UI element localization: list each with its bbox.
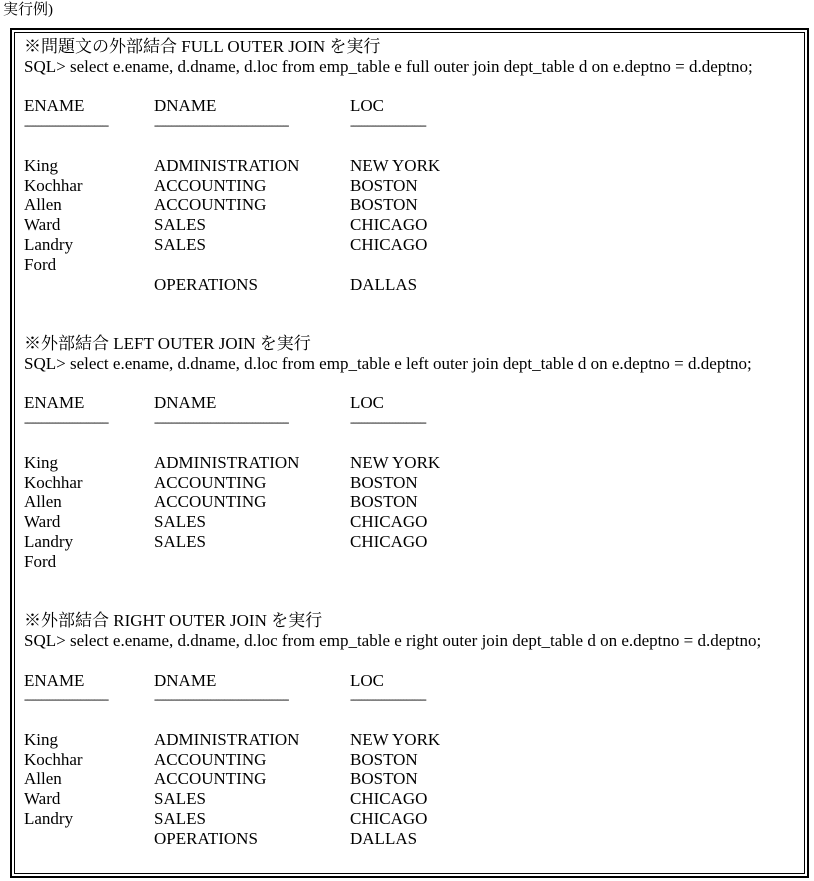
table-row	[24, 552, 794, 572]
sql-statement: SQL> select e.ename, d.dname, d.loc from emp_table e full outer join dept_table d on e.deptno = d.deptno;	[24, 56, 753, 76]
cell-dname: SALES	[154, 809, 206, 829]
header-row	[24, 96, 794, 116]
cell-loc: BOSTON	[350, 749, 418, 769]
sql-statement: SQL> select e.ename, d.dname, d.loc from emp_table e right outer join dept_table d on e.deptno = d.deptno;	[24, 630, 762, 650]
separator-dname: ------------------------------------------------	[154, 692, 289, 707]
cell-ename: Ward	[24, 215, 61, 235]
cell-dname: ACCOUNTING	[154, 749, 267, 769]
table-row	[24, 215, 794, 235]
separator-dname: ------------------------------------------------	[154, 415, 289, 430]
cell-ename: Kochhar	[24, 472, 83, 492]
table-row	[24, 235, 794, 255]
cell-ename: Ward	[24, 789, 61, 809]
cell-dname: ADMINISTRATION	[154, 452, 300, 472]
cell-ename: Allen	[24, 195, 62, 215]
section-left-outer-join	[24, 334, 794, 572]
separator-loc: ---------------------------	[350, 415, 426, 430]
cell-ename: King	[24, 155, 58, 175]
caption: 実行例)	[3, 2, 53, 18]
cell-loc: DALLAS	[350, 828, 418, 848]
cell-dname: ADMINISTRATION	[154, 155, 300, 175]
header-loc: LOC	[350, 393, 384, 413]
table-row	[24, 176, 794, 196]
cell-ename	[24, 275, 154, 295]
section-right-outer-join	[24, 611, 794, 849]
cell-loc: BOSTON	[350, 769, 418, 789]
cell-ename: Landry	[24, 234, 74, 254]
cell-dname: SALES	[154, 234, 206, 254]
table-row	[24, 275, 794, 295]
cell-loc: CHICAGO	[350, 531, 428, 551]
cell-ename: King	[24, 452, 58, 472]
cell-dname: OPERATIONS	[154, 828, 258, 848]
sql-statement: SQL> select e.ename, d.dname, d.loc from emp_table e left outer join dept_table d on e.deptno = d.deptno;	[24, 353, 752, 373]
cell-dname: ACCOUNTING	[154, 492, 267, 512]
section-title: ※外部結合 LEFT OUTER JOIN を実行	[24, 333, 311, 353]
cell-loc: CHICAGO	[350, 215, 428, 235]
table-row	[24, 750, 794, 770]
cell-ename: Ford	[24, 551, 57, 571]
cell-dname: ADMINISTRATION	[154, 729, 300, 749]
table-row	[24, 195, 794, 215]
cell-loc: BOSTON	[350, 175, 418, 195]
cell-loc: NEW YORK	[350, 729, 441, 749]
cell-dname: SALES	[154, 512, 206, 532]
cell-dname: ACCOUNTING	[154, 769, 267, 789]
header-ename: ENAME	[24, 96, 85, 116]
cell-loc: CHICAGO	[350, 789, 428, 809]
cell-ename: Allen	[24, 769, 62, 789]
cell-dname: OPERATIONS	[154, 274, 258, 294]
header-row	[24, 393, 794, 413]
header-dname: DNAME	[154, 670, 217, 690]
header-dname: DNAME	[154, 96, 217, 116]
cell-dname: SALES	[154, 215, 206, 235]
table-row	[24, 492, 794, 512]
table-row	[24, 789, 794, 809]
cell-dname: ACCOUNTING	[154, 175, 267, 195]
table-row	[24, 532, 794, 552]
example-content	[24, 37, 794, 849]
cell-dname: SALES	[154, 789, 206, 809]
cell-ename: Kochhar	[24, 749, 83, 769]
table-row	[24, 809, 794, 829]
section-title: ※外部結合 RIGHT OUTER JOIN を実行	[24, 611, 323, 631]
table-row	[24, 512, 794, 532]
header-ename: ENAME	[24, 670, 85, 690]
header-ename: ENAME	[24, 393, 85, 413]
cell-ename: Landry	[24, 531, 74, 551]
cell-ename: Landry	[24, 809, 74, 829]
separator-row	[24, 116, 794, 136]
separator-dname: ------------------------------------------------	[154, 118, 289, 133]
cell-loc: CHICAGO	[350, 234, 428, 254]
section-full-outer-join	[24, 37, 794, 294]
separator-row	[24, 413, 794, 433]
table-row	[24, 829, 794, 849]
cell-dname: ACCOUNTING	[154, 472, 267, 492]
table-row	[24, 255, 794, 275]
cell-loc: BOSTON	[350, 492, 418, 512]
table-row	[24, 769, 794, 789]
separator-ename: ------------------------------	[24, 118, 108, 133]
cell-ename: King	[24, 729, 58, 749]
cell-loc: CHICAGO	[350, 512, 428, 532]
cell-dname: ACCOUNTING	[154, 195, 267, 215]
cell-loc: BOSTON	[350, 472, 418, 492]
header-dname: DNAME	[154, 393, 217, 413]
cell-loc: CHICAGO	[350, 809, 428, 829]
separator-loc: ---------------------------	[350, 692, 426, 707]
table-row	[24, 453, 794, 473]
cell-ename: Allen	[24, 492, 62, 512]
cell-dname	[154, 552, 350, 572]
separator-row	[24, 690, 794, 710]
cell-dname	[154, 255, 350, 275]
separator-loc: ---------------------------	[350, 118, 426, 133]
separator-ename: ------------------------------	[24, 415, 108, 430]
header-loc: LOC	[350, 670, 384, 690]
cell-ename: Kochhar	[24, 175, 83, 195]
cell-dname: SALES	[154, 531, 206, 551]
cell-loc: BOSTON	[350, 195, 418, 215]
cell-loc: NEW YORK	[350, 452, 441, 472]
cell-loc: DALLAS	[350, 274, 418, 294]
section-title: ※問題文の外部結合 FULL OUTER JOIN を実行	[24, 37, 381, 56]
table-row	[24, 473, 794, 493]
cell-ename: Ward	[24, 512, 61, 532]
separator-ename: ------------------------------	[24, 692, 108, 707]
cell-ename	[24, 829, 154, 849]
header-loc: LOC	[350, 96, 384, 116]
cell-ename: Ford	[24, 254, 57, 274]
table-row	[24, 730, 794, 750]
cell-loc: NEW YORK	[350, 155, 441, 175]
table-row	[24, 156, 794, 176]
header-row	[24, 671, 794, 691]
